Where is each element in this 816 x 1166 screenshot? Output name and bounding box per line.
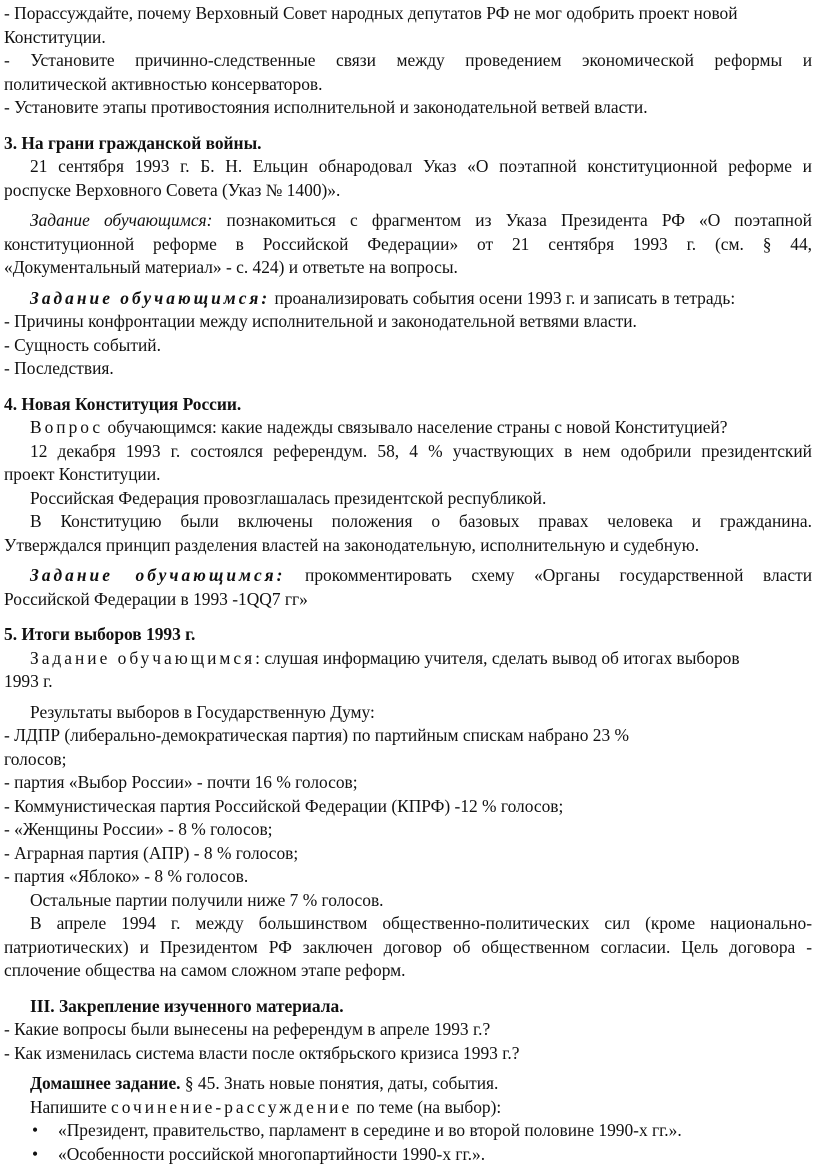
homework — [4, 1072, 812, 1096]
homework-text: § 45. Знать новые понятия, даты, события. — [181, 1073, 499, 1093]
list-item: - Причины конфронтации между исполнительной и законодательной ветвями власти. — [4, 310, 812, 334]
section-3-paragraph-line-1: 21 сентября 1993 г. Б. Н. Ельцин обнародовал Указ «О поэтапной конституционной реформе и — [4, 155, 812, 179]
section-4-heading: 4. Новая Конституция России. — [4, 393, 812, 417]
list-item: - партия «Яблоко» - 8 % голосов. — [4, 865, 812, 889]
section-4-paragraph-1-line-1: 12 декабря 1993 г. состоялся референдум. 58, 4 % участвующих в нем одобрили президентский — [4, 440, 812, 464]
section-3-paragraph-line-2: роспуске Верховного Совета (Указ № 1400)». — [4, 179, 812, 203]
section-3-heading: 3. На грани гражданской войны. — [4, 132, 812, 156]
task-label: Задание обучающимся: — [30, 288, 270, 308]
question-text: обучающимся: какие надежды связывало население страны с новой Конституцией? — [103, 417, 727, 437]
section-5-paragraph-line-1: В апреле 1994 г. между большинством общественно-политических сил (кроме национально- — [4, 912, 812, 936]
task-label: Задание обучающимся: — [30, 565, 285, 585]
section-4-paragraph-3-line-2: Утверждался принцип разделения властей на законодательную, исполнительную и судебную. — [4, 534, 812, 558]
question-label: Вопрос — [30, 417, 103, 437]
essay-topic-text: «Особенности российской многопартийности 1990-х гг.». — [58, 1144, 485, 1164]
task-label: Задание обучающимся: — [30, 210, 212, 230]
intro-line-3: - Установите причинно-следственные связи между проведением экономической реформы и — [4, 49, 812, 73]
section-4-question — [4, 416, 812, 440]
homework-label: Домашнее задание. — [30, 1073, 181, 1093]
bullet-icon: • — [32, 1143, 58, 1166]
intro-line-2: Конституции. — [4, 26, 812, 50]
results-others: Остальные партии получили ниже 7 % голосов. — [4, 889, 812, 913]
list-item: - «Женщины России» - 8 % голосов; — [4, 818, 812, 842]
section-4-paragraph-2: Российская Федерация провозглашалась президентской республикой. — [4, 487, 812, 511]
section-5-task-line-2: 1993 г. — [4, 670, 812, 694]
section-5-paragraph-line-3: сплочение общества на самом сложном этапе реформ. — [4, 959, 812, 983]
intro-line-1: - Порассуждайте, почему Верховный Совет народных депутатов РФ не мог одобрить проект новой — [4, 2, 812, 26]
task-text: прокомментировать схему «Органы государственной власти — [285, 565, 812, 585]
list-item: - Какие вопросы были вынесены на референдум в апреле 1993 г.? — [4, 1018, 812, 1042]
essay-pre: Напишите — [30, 1097, 111, 1117]
results-title: Результаты выборов в Государственную Думу: — [4, 701, 812, 725]
section-4-task-line-1 — [4, 564, 812, 588]
section-5-task-line-1 — [4, 647, 812, 671]
task-text: познакомиться с фрагментом из Указа Президента РФ «О поэтапной — [212, 210, 812, 230]
section-3-task-1-line-3: «Документальный материал» - с. 424) и ответьте на вопросы. — [4, 256, 812, 280]
section-4-paragraph-1-line-2: проект Конституции. — [4, 463, 812, 487]
list-item: - Последствия. — [4, 357, 812, 381]
essay-topic — [4, 1119, 812, 1143]
list-item: - Аграрная партия (АПР) - 8 % голосов; — [4, 842, 812, 866]
list-item-continuation: голосов; — [4, 748, 812, 772]
bullet-icon: • — [32, 1119, 58, 1143]
section-3-task-2 — [4, 287, 812, 311]
section-iii-heading: III. Закрепление изученного материала. — [4, 995, 812, 1019]
essay-topic — [4, 1143, 812, 1166]
essay-word: сочинение-рассуждение — [111, 1097, 352, 1117]
section-4-paragraph-3-line-1: В Конституцию были включены положения о базовых правах человека и гражданина. — [4, 510, 812, 534]
list-item: - Коммунистическая партия Российской Федерации (КПРФ) -12 % голосов; — [4, 795, 812, 819]
essay-topic-text: «Президент, правительство, парламент в середине и во второй половине 1990-х гг.». — [58, 1120, 682, 1140]
list-item: - партия «Выбор России» - почти 16 % голосов; — [4, 771, 812, 795]
intro-line-5: - Установите этапы противостояния исполнительной и законодательной ветвей власти. — [4, 96, 812, 120]
list-item: - ЛДПР (либерально-демократическая партия) по партийным спискам набрано 23 % — [4, 724, 812, 748]
list-item: - Сущность событий. — [4, 334, 812, 358]
section-5-paragraph-line-2: патриотических) и Президентом РФ заключен договор об общественном согласии. Цель договора - — [4, 936, 812, 960]
essay-post: по теме (на выбор): — [352, 1097, 501, 1117]
section-4-task-line-2: Российской Федерации в 1993 -1QQ7 гг» — [4, 588, 812, 612]
section-3-task-1-line-2: конституционной реформе в Российской Федерации» от 21 сентября 1993 г. (см. § 44, — [4, 233, 812, 257]
essay-line — [4, 1096, 812, 1120]
list-item: - Как изменилась система власти после октябрьского кризиса 1993 г.? — [4, 1042, 812, 1066]
intro-line-4: политической активностью консерваторов. — [4, 73, 812, 97]
section-3-task-1-line-1 — [4, 209, 812, 233]
task-text: : слушая информацию учителя, сделать вывод об итогах выборов — [255, 648, 739, 668]
task-text: проанализировать события осени 1993 г. и записать в тетрадь: — [270, 288, 735, 308]
task-label: Задание обучающимся — [30, 648, 255, 668]
section-5-heading: 5. Итоги выборов 1993 г. — [4, 623, 812, 647]
